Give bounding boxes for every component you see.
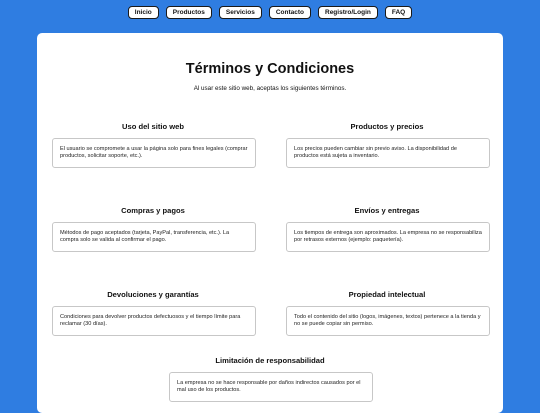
nav-faq-button[interactable]: FAQ <box>385 6 412 19</box>
page-title: Términos y Condiciones <box>185 61 355 77</box>
nav-contacto-button[interactable]: Contacto <box>269 6 311 19</box>
section-title: Devoluciones y garantías <box>107 290 199 299</box>
top-nav <box>0 6 540 20</box>
nav-servicios-button[interactable]: Servicios <box>219 6 262 19</box>
section-text-box: Condiciones para devolver productos defectuosos y el tiempo límite para reclamar (30 días). <box>52 306 256 336</box>
nav-productos-button[interactable]: Productos <box>166 6 212 19</box>
section-title: Productos y precios <box>350 122 424 131</box>
section-text-box: Los precios pueden cambiar sin previo aviso. La disponibilidad de productos está sujeta a inventario. <box>286 138 490 168</box>
section-title: Limitación de responsabilidad <box>215 356 325 365</box>
section-title: Envíos y entregas <box>354 206 420 215</box>
section-text-box: El usuario se compromete a usar la página solo para fines legales (comprar productos, solicitar soporte, etc.). <box>52 138 256 168</box>
section-text-box: Todo el contenido del sitio (logos, imágenes, textos) pertenece a la tienda y no se puede copiar sin permiso. <box>286 306 490 336</box>
page-subtitle: Al usar este sitio web, aceptas los siguientes términos. <box>193 85 347 92</box>
nav-registro-login-button[interactable]: Registro/Login <box>318 6 378 19</box>
nav-inicio-button[interactable]: Inicio <box>128 6 159 19</box>
section-title: Uso del sitio web <box>121 122 185 131</box>
section-text-box: Métodos de pago aceptados (tarjeta, PayPal, transferencia, etc.). La compra solo se valida al confirmar el pago. <box>52 222 256 252</box>
section-text-box: La empresa no se hace responsable por daños indirectos causados por el mal uso de los productos. <box>169 372 373 402</box>
section-text-box: Los tiempos de entrega son aproximados. La empresa no se responsabiliza por retrasos externos (ejemplo: paquetería). <box>286 222 490 252</box>
terms-panel <box>37 33 503 413</box>
section-title: Propiedad intelectual <box>348 290 426 299</box>
section-title: Compras y pagos <box>121 206 185 215</box>
